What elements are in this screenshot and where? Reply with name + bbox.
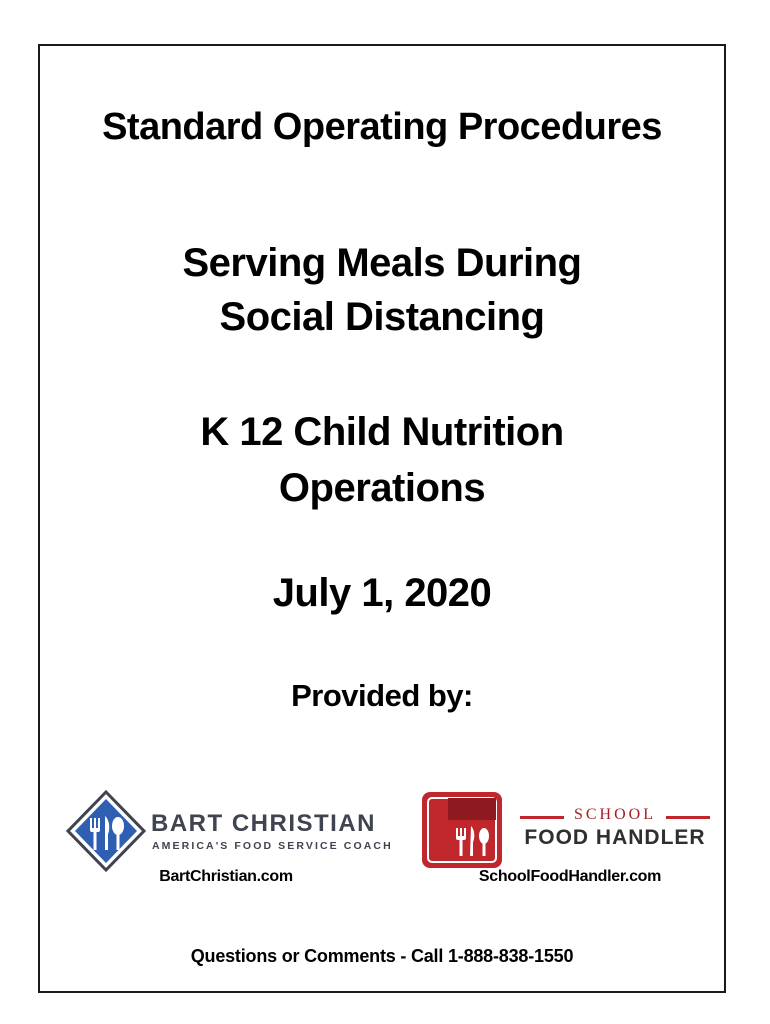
- subtitle-line-1: Serving Meals During: [182, 241, 582, 285]
- subtitle-line-2: Social Distancing: [219, 295, 545, 339]
- page-frame: [38, 44, 726, 993]
- program-line-2: Operations: [278, 466, 486, 510]
- document-subtitle: [40, 236, 724, 344]
- school-food-handler-school-label: SCHOOL: [573, 806, 656, 823]
- school-food-handler-emblem-icon: [422, 792, 502, 868]
- document-title: Standard Operating Procedures: [102, 106, 662, 148]
- school-food-handler-wordmark: FOOD HANDLER: [524, 826, 706, 849]
- contact-line: Questions or Comments - Call 1-888-838-1550: [190, 946, 574, 966]
- bart-christian-emblem-icon: [66, 790, 146, 872]
- provided-by-label: Provided by:: [291, 678, 473, 713]
- bart-christian-tagline: AMERICA'S FOOD SERVICE COACH: [152, 840, 393, 852]
- document-date: July 1, 2020: [272, 571, 492, 615]
- program-heading: [40, 404, 724, 516]
- program-line-1: K 12 Child Nutrition: [200, 410, 564, 454]
- bart-christian-logo: [66, 790, 393, 872]
- school-food-handler-logo: [422, 792, 712, 868]
- schoolfoodhandler-website-link[interactable]: SchoolFoodHandler.com: [478, 868, 662, 885]
- bartchristian-website-link[interactable]: BartChristian.com: [159, 868, 293, 885]
- bart-christian-wordmark: BART CHRISTIAN: [151, 810, 376, 837]
